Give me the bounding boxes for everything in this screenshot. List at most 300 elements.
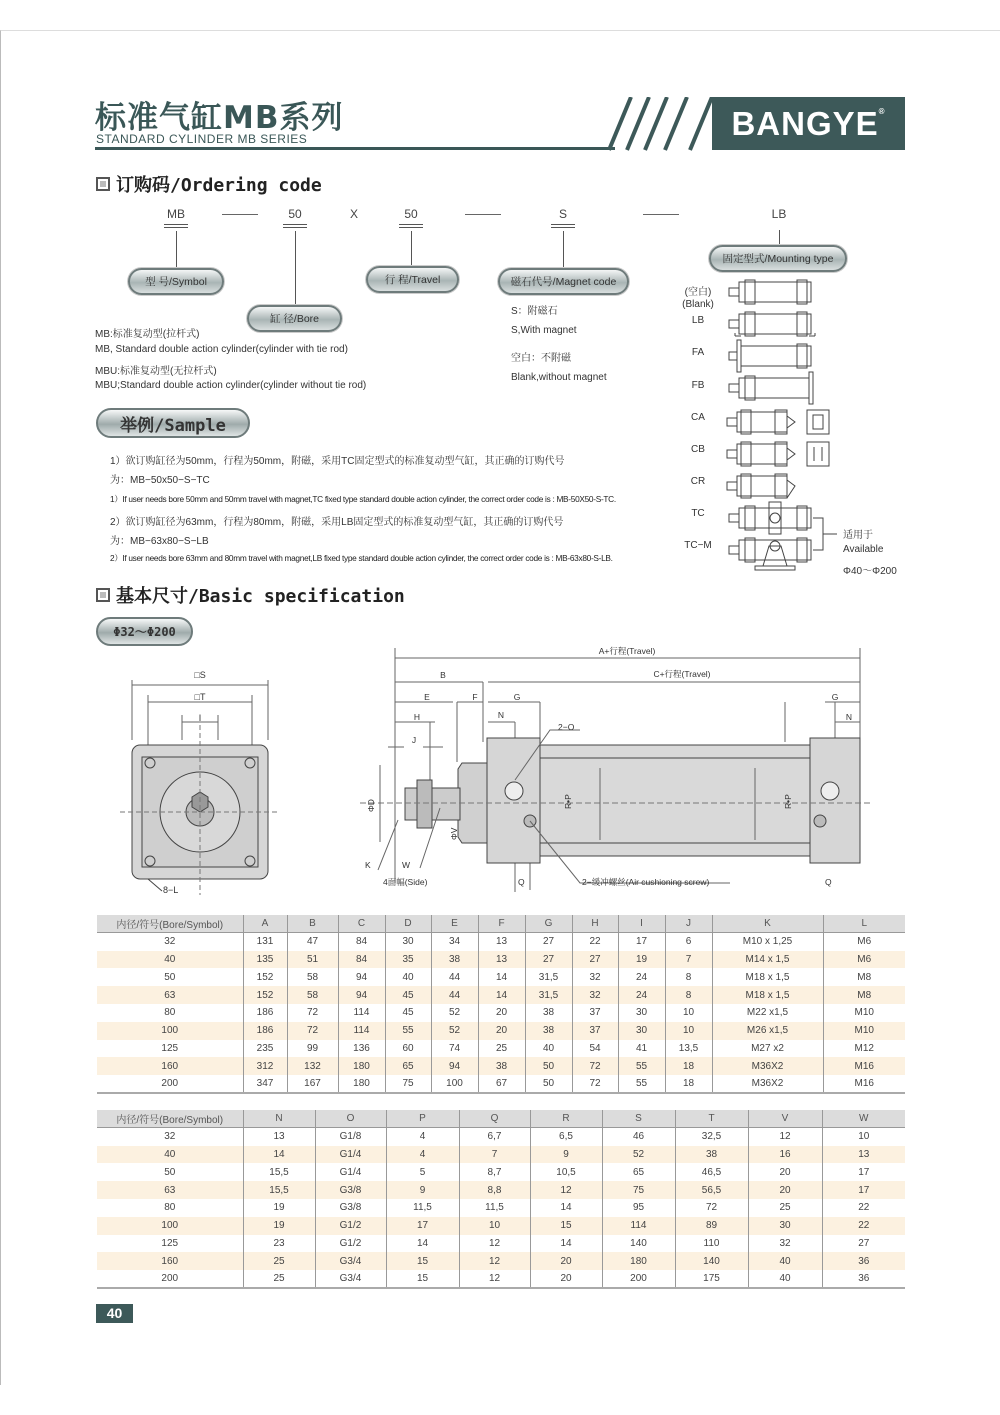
table-cell: 152 (243, 968, 287, 986)
table-cell: 20 (530, 1270, 602, 1288)
table-cell: 10,5 (530, 1163, 602, 1181)
table-cell: 32 (572, 968, 618, 986)
table-cell: 37 (572, 1004, 618, 1022)
table-cell: 10 (459, 1217, 530, 1235)
bore-cell: 100 (97, 1217, 243, 1235)
table-cell: 41 (618, 1040, 665, 1058)
table-cell: 12 (459, 1235, 530, 1253)
table-cell: 14 (243, 1146, 315, 1164)
table-cell: 114 (338, 1022, 385, 1040)
available-label: Available (843, 544, 884, 555)
table-cell: 14 (530, 1199, 602, 1217)
mount-drawing-fb (729, 372, 813, 404)
magnet-desc: 空白：不附磁 (511, 353, 571, 364)
code-bore: 50 (288, 207, 302, 221)
table-cell: 136 (338, 1040, 385, 1058)
code-x: X (349, 207, 359, 221)
mount-label: FB (691, 380, 705, 391)
table-cell: 22 (572, 933, 618, 951)
bore-cell: 100 (97, 1022, 243, 1040)
symbol-desc: MB:标准复动型(拉杆式) (95, 329, 200, 340)
table-cell: 25 (243, 1252, 315, 1270)
air-cushion-screw-label: 2−缓冲螺丝(Air cushioning screw) (582, 877, 710, 887)
table-cell: 35 (385, 951, 431, 969)
magnet-desc: Blank,without magnet (511, 372, 607, 383)
dim-N: N (497, 710, 505, 720)
table-cell: 44 (431, 986, 478, 1004)
symbol-desc: MBU:标准复动型(无拉杆式) (95, 366, 217, 377)
column-header: S (602, 1110, 675, 1128)
header-slashes (605, 97, 715, 151)
table-cell: 180 (338, 1075, 385, 1093)
table-cell: G1/8 (315, 1128, 386, 1146)
table-cell: M8 (823, 986, 905, 1004)
magnet-desc: S：附磁石 (511, 306, 558, 317)
table-cell: 20 (478, 1022, 525, 1040)
table-cell: 46,5 (675, 1163, 748, 1181)
dim-K: K (365, 860, 371, 870)
column-header: Q (459, 1110, 530, 1128)
dim-G: G (513, 692, 521, 702)
bore-cell: 32 (164, 1131, 176, 1143)
bore-cell: 200 (97, 1270, 243, 1288)
table-cell: M18 x 1,5 (712, 968, 823, 986)
table-cell: 40 (525, 1040, 572, 1058)
table-cell: 52 (431, 1004, 478, 1022)
table-cell: 75 (385, 1075, 431, 1093)
table-cell: 20 (478, 1004, 525, 1022)
table-cell: 50 (525, 1057, 572, 1075)
table-cell: G1/4 (315, 1163, 386, 1181)
table-row (97, 1252, 905, 1270)
bore-cell: 80 (164, 1202, 176, 1214)
table-cell: 13 (243, 1128, 315, 1146)
table-cell: 19 (243, 1199, 315, 1217)
table-cell: 54 (572, 1040, 618, 1058)
table-cell: 8 (665, 986, 712, 1004)
side-view-drawing (360, 640, 870, 900)
dim-N-right: N (845, 712, 853, 722)
table-cell: 8 (665, 968, 712, 986)
sample-line: 为：MB−63x80−S−LB (110, 536, 209, 547)
table-cell: 24 (618, 986, 665, 1004)
mount-drawing-ca (727, 410, 829, 434)
column-header: J (665, 915, 712, 933)
table-cell: 25 (748, 1199, 822, 1217)
section-heading: 订购码/Ordering code (116, 175, 322, 196)
connector (295, 231, 296, 305)
dim-2O: 2−O (558, 722, 575, 732)
available-range: Φ40～Φ200 (843, 566, 897, 577)
table-cell: 14 (386, 1235, 459, 1253)
table-cell: 167 (287, 1075, 338, 1093)
column-header: G (525, 915, 572, 933)
dim-S: □S (194, 670, 206, 680)
table-cell: 27 (525, 933, 572, 951)
table-cell: 36 (822, 1270, 905, 1288)
table-row (97, 951, 905, 969)
table-row (97, 1057, 905, 1075)
column-header: O (315, 1110, 386, 1128)
table-cell: 110 (675, 1235, 748, 1253)
underline (164, 224, 188, 228)
table-cell: G3/8 (315, 1199, 386, 1217)
table-cell: 180 (602, 1252, 675, 1270)
bore-cell: 125 (161, 1042, 179, 1054)
table-row (97, 1075, 905, 1093)
table-cell: 30 (748, 1217, 822, 1235)
sample-line: 为：MB−50x50−S−TC (110, 475, 210, 486)
table-cell: 20 (748, 1181, 822, 1199)
table-cell: 65 (602, 1163, 675, 1181)
table-cell: 140 (602, 1235, 675, 1253)
table-cell: 131 (243, 933, 287, 951)
page-number: 40 (96, 1304, 133, 1323)
table-cell: 94 (338, 986, 385, 1004)
table-cell: 45 (385, 986, 431, 1004)
table-cell: 20 (748, 1163, 822, 1181)
table-cell: M18 x 1,5 (712, 986, 823, 1004)
table-cell: 38 (525, 1022, 572, 1040)
underline (399, 224, 423, 228)
column-header: P (386, 1110, 459, 1128)
dash (465, 214, 501, 215)
column-header: K (712, 915, 823, 933)
dash (643, 214, 679, 215)
table-cell: 200 (602, 1270, 675, 1288)
dim-8L: 8−L (163, 885, 179, 895)
section-basic-spec (96, 582, 405, 608)
mount-drawing-tcm (729, 538, 811, 570)
table-cell: 19 (243, 1217, 315, 1235)
table-row (97, 1004, 905, 1022)
table-cell: 58 (287, 968, 338, 986)
table-cell: 140 (675, 1252, 748, 1270)
column-header: D (385, 915, 431, 933)
table-cell: 30 (618, 1004, 665, 1022)
table-cell: 17 (822, 1181, 905, 1199)
underline (551, 224, 575, 228)
table-row (97, 1146, 905, 1164)
table-cell: 55 (618, 1057, 665, 1075)
bore-cell: 32 (164, 936, 176, 948)
sample-line: 1）欲订购缸径为50mm，行程为50mm，附磁，采用TC固定型式的标准复动型气缸，其正确的订购代号 (110, 456, 565, 467)
table-cell: 45 (385, 1004, 431, 1022)
table-cell: M36X2 (712, 1075, 823, 1093)
table-cell: 17 (618, 933, 665, 951)
mount-label: (Blank) (682, 299, 714, 310)
table-cell: 37 (572, 1022, 618, 1040)
table-cell: G3/4 (315, 1270, 386, 1288)
mount-drawing-lb (729, 312, 815, 336)
mount-drawing-tc (729, 502, 811, 534)
table-cell: 40 (385, 968, 431, 986)
bore-cell: 40 (97, 1146, 243, 1164)
table-row (97, 1181, 905, 1199)
dim-Q: Q (518, 877, 525, 887)
table-cell: 175 (675, 1270, 748, 1288)
code-symbol: MB (167, 207, 185, 221)
connector (176, 231, 177, 268)
table-cell: 20 (530, 1252, 602, 1270)
section-heading: 基本尺寸/Basic specification (116, 586, 405, 607)
table-row (97, 1270, 905, 1288)
dim-Q-right: Q (825, 877, 832, 887)
dim-C: C+行程(Travel) (653, 669, 711, 679)
code-magnet: S (558, 207, 568, 221)
bore-cell: 63 (97, 986, 243, 1004)
dim-A: A+行程(Travel) (598, 646, 656, 656)
table-cell: M10 x 1,25 (712, 933, 823, 951)
table-row (97, 1199, 905, 1217)
table-cell: 38 (675, 1146, 748, 1164)
table-cell: M16 (823, 1075, 905, 1093)
table-cell: 6,7 (459, 1128, 530, 1146)
table-cell: 15 (386, 1270, 459, 1288)
mount-label: TC−M (684, 540, 712, 551)
available-label: 适用于 (843, 530, 873, 541)
table-cell: 10 (822, 1128, 905, 1146)
table-cell: 19 (618, 951, 665, 969)
table-cell: M27 x2 (712, 1040, 823, 1058)
dim-H: H (413, 712, 421, 722)
table-header-row (97, 1110, 905, 1128)
column-header: L (823, 915, 905, 933)
table-cell: 11,5 (386, 1199, 459, 1217)
table-cell: 10 (665, 1022, 712, 1040)
table-cell: 55 (385, 1022, 431, 1040)
table-cell: 15 (386, 1252, 459, 1270)
dim-G-right: G (831, 692, 839, 702)
table-cell: G1/2 (315, 1235, 386, 1253)
table-cell: 34 (431, 933, 478, 951)
table-cell: 55 (618, 1075, 665, 1093)
table-cell: 7 (459, 1146, 530, 1164)
column-header: W (822, 1110, 905, 1128)
code-travel: 50 (404, 207, 418, 221)
pill-bore: 缸 径/Bore (247, 305, 342, 332)
table-cell: 14 (478, 968, 525, 986)
symbol-desc: MBU;Standard double action cylinder(cylinder without tie rod) (95, 380, 367, 391)
page-title: 标准气缸MB系列 (95, 100, 344, 136)
table-cell: 18 (665, 1057, 712, 1075)
section-bullet-icon (96, 588, 110, 602)
mount-label: FA (691, 347, 705, 358)
mount-label: CR (690, 476, 706, 487)
dim-E: E (424, 692, 430, 702)
table-header-row (97, 915, 905, 933)
dim-T: □T (194, 692, 206, 702)
dim-RP: R•P (563, 794, 573, 809)
table-cell: 72 (572, 1075, 618, 1093)
mount-drawing-blank (729, 280, 811, 304)
table-cell: 27 (822, 1235, 905, 1253)
underline (283, 224, 307, 228)
dim-I: I (198, 713, 202, 723)
dim-J: J (411, 735, 417, 745)
table-cell: 84 (338, 933, 385, 951)
column-header: F (478, 915, 525, 933)
table-cell: M12 (823, 1040, 905, 1058)
table-cell: 9 (386, 1181, 459, 1199)
table-cell: 12 (530, 1181, 602, 1199)
table-row (97, 1022, 905, 1040)
dash (222, 214, 258, 215)
table-cell: 27 (572, 951, 618, 969)
table-cell: 40 (748, 1270, 822, 1288)
dim-F: F (472, 692, 478, 702)
table-cell: 235 (243, 1040, 287, 1058)
front-view-drawing (120, 665, 280, 900)
mount-label: LB (691, 315, 705, 326)
pill-symbol: 型 号/Symbol (128, 268, 224, 295)
column-header: V (748, 1110, 822, 1128)
table-cell: G1/4 (315, 1146, 386, 1164)
table-cell: 11,5 (459, 1199, 530, 1217)
table-cell: 72 (572, 1057, 618, 1075)
table-cell: 38 (431, 951, 478, 969)
table-cell: M36X2 (712, 1057, 823, 1075)
table-row (97, 1128, 905, 1146)
table-cell: 114 (338, 1004, 385, 1022)
bore-cell: 50 (164, 1166, 176, 1178)
column-header: I (618, 915, 665, 933)
table-cell: 12 (459, 1252, 530, 1270)
bore-range-badge: Φ32～Φ200 (96, 617, 193, 646)
spec-table-1 (97, 915, 905, 1094)
column-header: T (675, 1110, 748, 1128)
table-cell: G1/2 (315, 1217, 386, 1235)
table-cell: 23 (243, 1235, 315, 1253)
table-cell: 51 (287, 951, 338, 969)
table-row (97, 986, 905, 1004)
column-header: 内径/符号(Bore/Symbol) (97, 915, 243, 933)
table-cell: 30 (385, 933, 431, 951)
bore-cell: 40 (97, 951, 243, 969)
pill-magnet-code: 磁石代号/Magnet code (498, 268, 629, 295)
bore-cell: 160 (97, 1057, 243, 1075)
table-cell: 32,5 (675, 1128, 748, 1146)
dim-V: ΦV (449, 827, 459, 840)
column-header: C (338, 915, 385, 933)
table-cell: 18 (665, 1075, 712, 1093)
pill-mounting-type: 固定型式/Mounting type (709, 245, 847, 272)
table-cell: M22 x1,5 (712, 1004, 823, 1022)
section-bullet-icon (96, 177, 110, 191)
table-cell: G3/8 (315, 1181, 386, 1199)
table-cell: 186 (243, 1004, 287, 1022)
table-cell: 5 (386, 1163, 459, 1181)
mount-drawing-fa (729, 340, 811, 372)
bore-cell: 63 (97, 1181, 243, 1199)
mount-label: (空白) (684, 287, 712, 298)
table-cell: 152 (243, 986, 287, 1004)
table-cell: 38 (478, 1057, 525, 1075)
table-cell: 25 (243, 1270, 315, 1288)
table-cell: 12 (459, 1270, 530, 1288)
table-cell: M16 (823, 1057, 905, 1075)
table-cell: 99 (287, 1040, 338, 1058)
table-cell: 36 (822, 1252, 905, 1270)
table-cell: 13 (478, 951, 525, 969)
table-cell: 14 (530, 1235, 602, 1253)
table-cell: 6 (665, 933, 712, 951)
bore-cell: 160 (97, 1252, 243, 1270)
table-cell: 58 (287, 986, 338, 1004)
mount-label: CA (691, 412, 705, 423)
table-cell: 40 (748, 1252, 822, 1270)
table-cell: 22 (822, 1199, 905, 1217)
table-row (97, 1163, 905, 1181)
mounting-type-drawings (725, 278, 840, 578)
table-cell: 6,5 (530, 1128, 602, 1146)
table-row (97, 1235, 905, 1253)
table-cell: 60 (385, 1040, 431, 1058)
spec-table-2 (97, 1110, 905, 1289)
table-cell: M6 (823, 933, 905, 951)
bore-cell: 200 (97, 1075, 243, 1093)
table-cell: M6 (823, 951, 905, 969)
table-row (97, 1040, 905, 1058)
table-cell: 67 (478, 1075, 525, 1093)
table-cell: 132 (287, 1057, 338, 1075)
column-header: B (287, 915, 338, 933)
table-cell: 13,5 (665, 1040, 712, 1058)
table-cell: 13 (822, 1146, 905, 1164)
code-mounting: LB (771, 207, 787, 221)
table-cell: 135 (243, 951, 287, 969)
mount-label: CB (691, 444, 705, 455)
table-cell: 32 (748, 1235, 822, 1253)
table-cell: M14 x 1,5 (712, 951, 823, 969)
dim-D: ΦD (366, 799, 376, 812)
table-cell: 100 (431, 1075, 478, 1093)
dim-W: W (402, 860, 411, 870)
table-cell: 95 (602, 1199, 675, 1217)
column-header: H (572, 915, 618, 933)
table-cell: 84 (338, 951, 385, 969)
table-cell: 22 (822, 1217, 905, 1235)
table-cell: M8 (823, 968, 905, 986)
section-ordering-code (96, 171, 322, 197)
table-cell: 312 (243, 1057, 287, 1075)
table-cell: 27 (525, 951, 572, 969)
table-cell: 24 (618, 968, 665, 986)
connector (563, 231, 564, 268)
table-cell: 52 (602, 1146, 675, 1164)
mount-label: TC (691, 508, 705, 519)
table-cell: 10 (665, 1004, 712, 1022)
bore-cell: 125 (161, 1237, 179, 1249)
table-cell: 30 (618, 1022, 665, 1040)
table-cell: 13 (478, 933, 525, 951)
column-header: 内径/符号(Bore/Symbol) (97, 1110, 243, 1128)
table-row (97, 1217, 905, 1235)
table-cell: 114 (602, 1217, 675, 1235)
table-cell: 14 (478, 986, 525, 1004)
table-cell: 25 (478, 1040, 525, 1058)
sample-line: 2）If user needs bore 63mm and 80mm travel with magnet,LB fixed type standard double action cylinder, the correct order code is : MB-63x80-S-LB. (110, 553, 613, 563)
table-cell: 17 (822, 1163, 905, 1181)
table-cell: 31,5 (525, 968, 572, 986)
table-cell: 75 (602, 1181, 675, 1199)
table-cell: 94 (431, 1057, 478, 1075)
table-cell: M10 (823, 1022, 905, 1040)
dim-RP-right: R•P (783, 794, 793, 809)
sample-line: 2）欲订购缸径为63mm，行程为80mm，附磁，采用LB固定型式的标准复动型气缸，其正确的订购代号 (110, 517, 564, 528)
header-rule (95, 147, 615, 150)
table-cell: 32 (572, 986, 618, 1004)
